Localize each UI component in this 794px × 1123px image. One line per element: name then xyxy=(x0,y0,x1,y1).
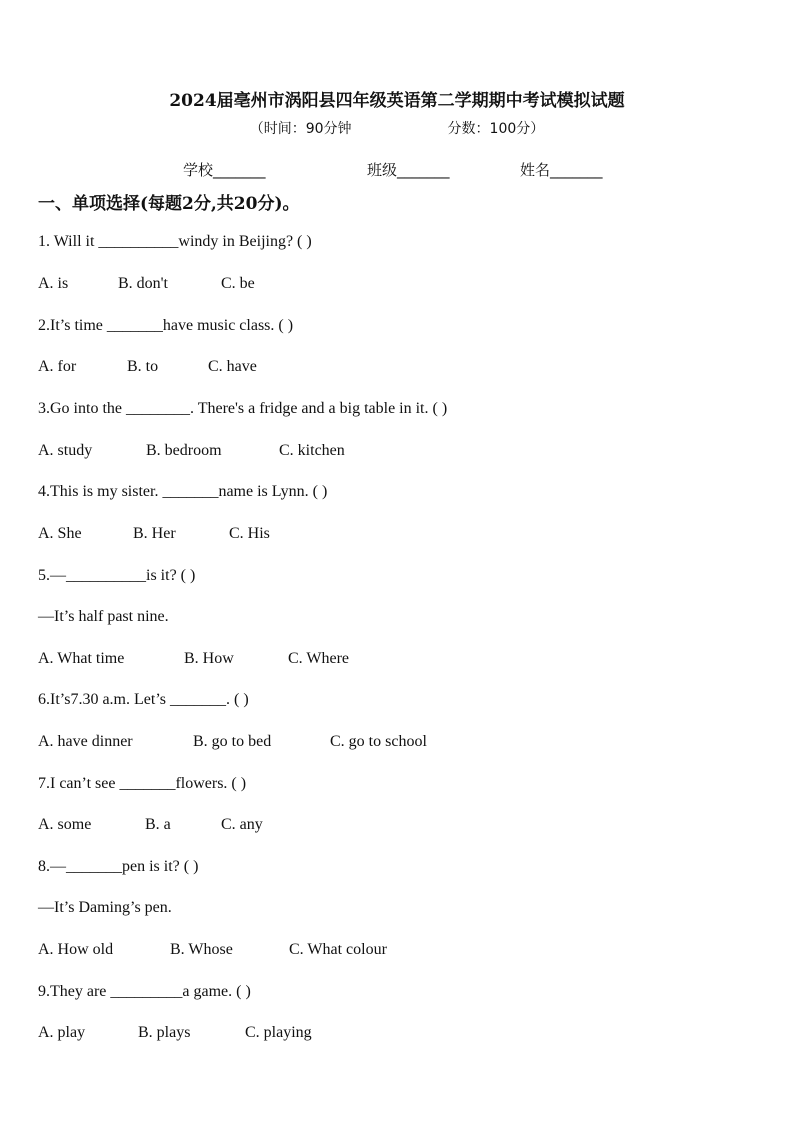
option-a: A. have dinner xyxy=(38,733,133,750)
dialogue-answer: —It’s half past nine. xyxy=(38,608,169,625)
option-b: B. go to bed xyxy=(193,733,272,750)
question-stem: 4.This is my sister. _______name is Lynn. ( ) xyxy=(38,483,328,500)
option-c: C. any xyxy=(221,816,263,833)
option-a: A. for xyxy=(38,358,77,375)
question-stem: 1. Will it __________windy in Beijing? ( ) xyxy=(38,233,312,250)
exam-meta xyxy=(0,118,794,138)
name-field[interactable]: 姓名_______ xyxy=(520,161,603,179)
option-c: C. have xyxy=(208,358,257,375)
page-title: 2024届亳州市涡阳县四年级英语第二学期期中考试模拟试题 xyxy=(169,91,625,111)
option-b: B. Her xyxy=(133,525,176,542)
option-c: C. What colour xyxy=(289,941,387,958)
option-a: A. study xyxy=(38,442,93,459)
question-stem: 5.—__________is it? ( ) xyxy=(38,567,196,584)
option-b: B. plays xyxy=(138,1024,191,1041)
dialogue-answer: —It’s Daming’s pen. xyxy=(38,899,172,916)
option-b: B. don't xyxy=(118,275,168,292)
option-c: C. be xyxy=(221,275,255,292)
option-c: C. go to school xyxy=(330,733,427,750)
option-a: A. What time xyxy=(38,650,125,667)
option-a: A. She xyxy=(38,525,82,542)
question-stem: 8.—_______pen is it? ( ) xyxy=(38,858,199,875)
option-b: B. Whose xyxy=(170,941,233,958)
section-title: 一、单项选择(每题2分,共20分)。 xyxy=(38,194,300,214)
option-c: C. His xyxy=(229,525,270,542)
option-c: C. Where xyxy=(288,650,350,667)
class-field[interactable]: 班级_______ xyxy=(367,161,450,179)
option-b: B. How xyxy=(184,650,234,667)
option-c: C. playing xyxy=(245,1024,312,1041)
question-stem: 7.I can’t see _______flowers. ( ) xyxy=(38,775,247,792)
option-b: B. to xyxy=(127,358,159,375)
question-stem: 2.It’s time _______have music class. ( ) xyxy=(38,317,294,334)
option-a: A. some xyxy=(38,816,92,833)
option-b: B. bedroom xyxy=(146,442,222,459)
question-stem: 6.It’s7.30 a.m. Let’s _______. ( ) xyxy=(38,691,249,708)
score-label: 分数：100分） xyxy=(447,121,545,137)
option-b: B. a xyxy=(145,816,171,833)
option-a: A. play xyxy=(38,1024,86,1041)
option-a: A. How old xyxy=(38,941,114,958)
option-a: A. is xyxy=(38,275,69,292)
school-field[interactable]: 学校_______ xyxy=(183,161,266,179)
option-c: C. kitchen xyxy=(279,442,345,459)
question-stem: 9.They are _________a game. ( ) xyxy=(38,983,251,1000)
time-label: （时间：90分钟 xyxy=(249,121,352,137)
question-stem: 3.Go into the ________. There's a fridge and a big table in it. ( ) xyxy=(38,400,448,417)
